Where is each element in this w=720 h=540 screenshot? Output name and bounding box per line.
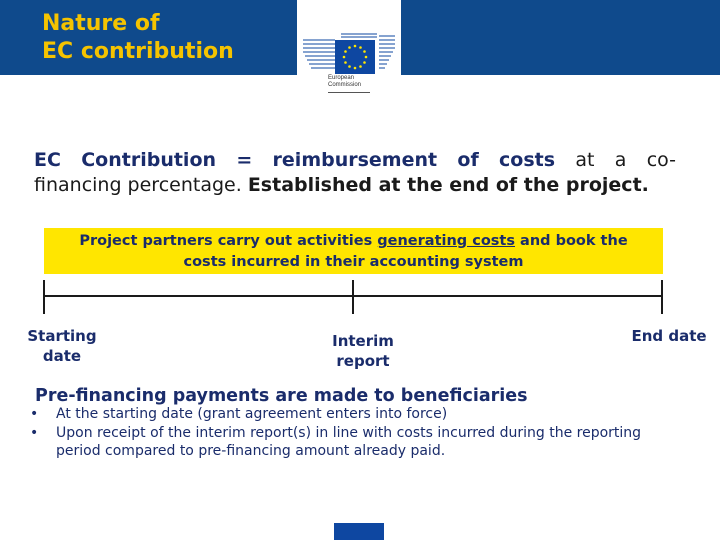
timeline-tick-start	[43, 280, 45, 314]
eu-flag-icon	[335, 40, 375, 74]
callout-text-after: and book the	[514, 233, 628, 249]
timeline-tick-end	[661, 280, 663, 314]
logo-wordmark-line-2: Commission	[328, 82, 362, 88]
prefinancing-bullet-list	[30, 405, 670, 461]
callout-underlined-text: generating costs	[377, 233, 515, 249]
word-of: of	[457, 149, 479, 171]
timeline-label-start	[20, 326, 104, 366]
definition-line-2-bold: Established at the end of the project.	[247, 174, 649, 196]
word-a: a	[614, 149, 627, 171]
footer-eu-flag-icon	[334, 523, 384, 540]
word-equals: =	[236, 149, 253, 171]
word-ec: EC	[34, 149, 61, 171]
timeline-tick-interim	[352, 280, 354, 314]
logo-wordmark-line-1: European	[328, 75, 355, 81]
logo-underline	[328, 92, 370, 93]
list-item	[30, 405, 670, 424]
definition-statement	[34, 148, 676, 198]
list-item-text: Upon receipt of the interim report(s) in line with costs incurred during the reporting period compared to pre-financing amount already paid.	[56, 424, 642, 459]
logo-wordmark	[328, 75, 361, 89]
timeline-label-interim	[322, 331, 404, 371]
timeline-label-interim-line-2: report	[336, 352, 390, 370]
word-costs: costs	[499, 149, 556, 171]
callout-box	[44, 228, 663, 274]
definition-line-2-plain: financing percentage.	[34, 174, 242, 196]
definition-line-1	[34, 148, 676, 173]
prefinancing-heading: Pre-financing payments are made to beneficiaries	[35, 386, 528, 406]
word-co: co-	[646, 149, 676, 171]
list-item	[30, 424, 670, 461]
callout-text-before: Project partners carry out activities	[79, 233, 378, 249]
european-commission-logo	[297, 0, 401, 100]
page-title-line-2: EC contribution	[42, 39, 234, 64]
page-title	[42, 10, 234, 66]
callout-line-1	[44, 231, 663, 252]
bullet-marker: •	[30, 424, 39, 441]
definition-line-2	[34, 173, 676, 198]
word-at: at	[575, 149, 595, 171]
timeline-label-start-line-2: date	[42, 347, 82, 365]
bullet-marker: •	[30, 406, 39, 422]
timeline-label-start-line-1: Starting	[27, 327, 97, 345]
callout-line-2: costs incurred in their accounting system	[183, 254, 524, 270]
timeline-label-end: End date	[631, 327, 707, 345]
word-contribution: Contribution	[81, 149, 217, 171]
word-reimbursement: reimbursement	[272, 149, 438, 171]
list-item-text: At the starting date (grant agreement enters into force)	[56, 406, 448, 422]
page-title-line-1: Nature of	[42, 11, 160, 36]
timeline-label-interim-line-1: Interim	[332, 332, 394, 350]
